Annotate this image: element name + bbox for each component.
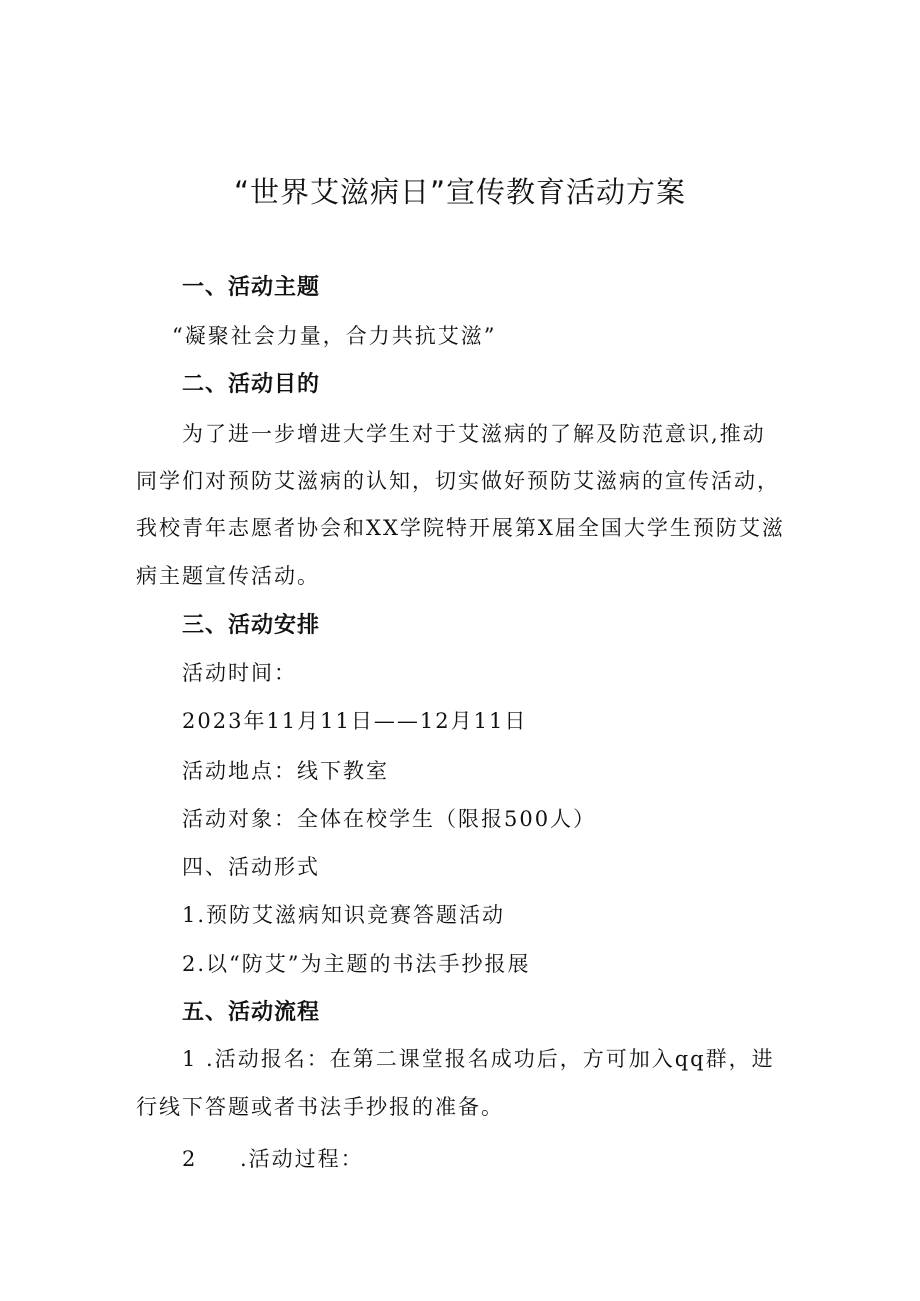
heading-form: 四、活动形式 — [182, 855, 320, 879]
process-item-2 — [182, 1143, 364, 1173]
purpose-line-3: 我校青年志愿者协会和XX学院特开展第X届全国大学生预防艾滋 — [136, 516, 785, 540]
purpose-line-4: 病主题宣传活动。 — [136, 564, 320, 588]
form-item-2: 2.以“防艾”为主题的书法手抄报展 — [182, 952, 531, 976]
activity-location: 活动地点：线下教室 — [182, 759, 389, 783]
activity-time-label: 活动时间： — [182, 661, 297, 685]
process-item-1-line-2: 行线下答题或者书法手抄报的准备。 — [136, 1095, 504, 1119]
heading-arrangement: 三、活动安排 — [182, 613, 321, 638]
purpose-line-1: 为了进一步增进大学生对于艾滋病的了解及防范意识,推动 — [182, 422, 766, 446]
process-item-2-number: 2 — [182, 1147, 198, 1171]
document-title: “世界艾滋病日”宣传教育活动方案 — [233, 175, 687, 209]
activity-time-value: 2023年11月11日——12月11日 — [182, 709, 528, 733]
process-item-1-line-1: 1 .活动报名：在第二课堂报名成功后，方可加入qq群，进 — [182, 1047, 775, 1071]
theme-text: “凝聚社会力量，合力共抗艾滋” — [172, 324, 497, 348]
heading-purpose: 二、活动目的 — [182, 372, 321, 397]
purpose-line-2: 同学们对预防艾滋病的认知，切实做好预防艾滋病的宣传活动， — [136, 469, 780, 493]
heading-theme: 一、活动主题 — [182, 275, 321, 300]
heading-process: 五、活动流程 — [182, 1000, 321, 1025]
activity-audience: 活动对象：全体在校学生（限报500人） — [182, 807, 597, 831]
process-item-2-text: .活动过程： — [240, 1147, 364, 1171]
form-item-1: 1.预防艾滋病知识竞赛答题活动 — [182, 903, 506, 927]
